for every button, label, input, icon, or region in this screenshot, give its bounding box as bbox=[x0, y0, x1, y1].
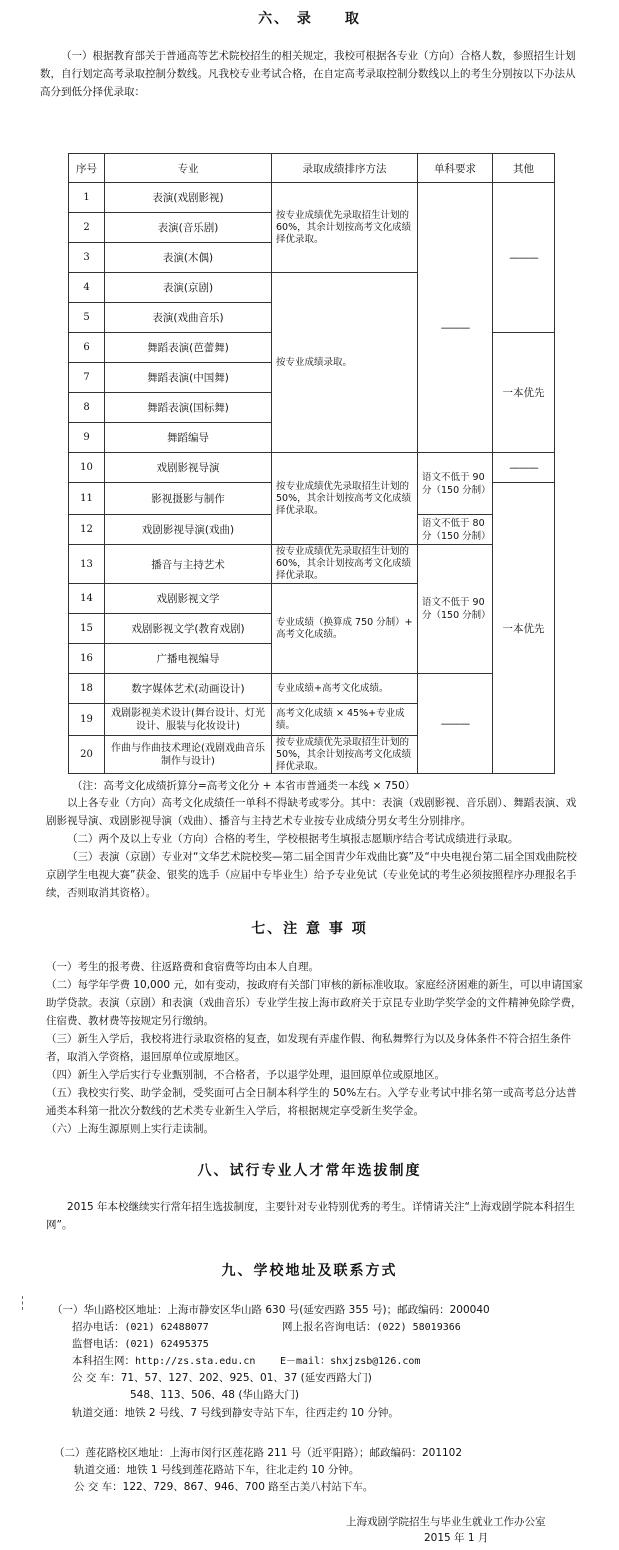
row-major: 戏剧影视美术设计(舞台设计、灯光设计、服装与化妆设计) bbox=[105, 704, 272, 736]
row-no: 8 bbox=[69, 393, 105, 423]
margin-marker bbox=[22, 1296, 24, 1310]
header-other: 其他 bbox=[493, 154, 555, 183]
notice-item: （四）新生入学后实行专业甄别制，不合格者，予以退学处理，退回原单位或原地区。 bbox=[46, 1069, 445, 1081]
online-phone bbox=[282, 1319, 461, 1336]
row-no: 20 bbox=[69, 736, 105, 774]
row-major: 作曲与作曲技术理论(戏剧戏曲音乐制作与设计) bbox=[105, 736, 272, 774]
email-link[interactable]: shxjzsb@126.com bbox=[330, 1356, 421, 1367]
other-cell: 一本优先 bbox=[493, 483, 555, 774]
document-date: 2015 年 1 月 bbox=[424, 1532, 489, 1544]
section-6-title: 六、 录 取 bbox=[258, 11, 361, 27]
row-major: 戏剧影视导演(戏曲) bbox=[105, 515, 272, 545]
requirement-cell: 语文不低于 90 分（150 分制） bbox=[418, 453, 493, 515]
row-no: 12 bbox=[69, 515, 105, 545]
table-row bbox=[69, 183, 555, 213]
row-no: 13 bbox=[69, 545, 105, 584]
row-no: 7 bbox=[69, 363, 105, 393]
notice-item: （三）新生入学后，我校将进行录取资格的复查，如发现有弄虚作假、徇私舞弊行为以及身体条件不符合招生条件者，取消入学资格，退回原单位或原地区。 bbox=[46, 1033, 571, 1063]
row-no: 9 bbox=[69, 423, 105, 453]
table-row bbox=[69, 453, 555, 483]
row-no: 10 bbox=[69, 453, 105, 483]
method-cell: 专业成绩+高考文化成绩。 bbox=[272, 674, 418, 704]
row-major: 表演(音乐剧) bbox=[105, 213, 272, 243]
gender-ranking-paragraph: 以上各专业（方向）高考文化成绩任一单科不得缺考或零分。其中：表演（戏剧影视、音乐剧）、舞蹈表演、戏剧影视导演、戏剧影视导演（戏曲）、播音与主持艺术专业按专业成绩分男女考生分别排序。 bbox=[46, 797, 577, 827]
table-header-row bbox=[69, 154, 555, 183]
row-no: 11 bbox=[69, 483, 105, 515]
other-cell: ——— bbox=[493, 183, 555, 333]
table-row bbox=[69, 545, 555, 584]
row-no: 3 bbox=[69, 243, 105, 273]
row-major: 舞蹈表演(中国舞) bbox=[105, 363, 272, 393]
online-phone-value: (022) 58019366 bbox=[376, 1322, 461, 1333]
requirement-cell: 语文不低于 80 分（150 分制） bbox=[418, 515, 493, 545]
row-major: 播音与主持艺术 bbox=[105, 545, 272, 584]
admissions-phone-value: (021) 62488077 bbox=[124, 1322, 209, 1333]
section-8-body: 2015 年本校继续实行常年招生选拔制度，主要针对专业特别优秀的考生。详情请关注“上海戏剧学院本科招生网”。 bbox=[46, 1201, 575, 1231]
method-cell: 高考文化成绩 × 45%+专业成绩。 bbox=[272, 704, 418, 736]
row-major: 表演(戏曲音乐) bbox=[105, 303, 272, 333]
row-major: 表演(京剧) bbox=[105, 273, 272, 303]
notice-list bbox=[46, 958, 586, 1138]
supervision-phone bbox=[72, 1336, 209, 1353]
conversion-note: （注：高考文化成绩折算分=高考文化分 + 本省市普通类一本线 × 750） bbox=[72, 780, 416, 792]
row-no: 6 bbox=[69, 333, 105, 363]
row-major: 戏剧影视文学(教育戏剧) bbox=[105, 614, 272, 644]
website-link[interactable]: http://zs.sta.edu.cn bbox=[135, 1356, 256, 1367]
requirement-cell: ——— bbox=[418, 674, 493, 774]
email-line bbox=[280, 1353, 420, 1370]
bus-routes-1: 71、57、127、202、925、01、37 (延安西路大门) bbox=[120, 1372, 372, 1384]
campus-1-metro: 轨道交通：地铁 2 号线、7 号线到静安寺站下车，往西走约 10 分钟。 bbox=[72, 1407, 399, 1419]
row-major: 舞蹈表演(国标舞) bbox=[105, 393, 272, 423]
notice-item: （五）我校实行奖、助学金制，受奖面可占全日制本科学生的 50%左右。入学专业考试中排名第一或高考总分达普通类本科第一批次分数线的艺术类专业新生入学后，将根据规定享受新生奖学金。 bbox=[46, 1087, 577, 1117]
row-no: 5 bbox=[69, 303, 105, 333]
other-cell: 一本优先 bbox=[493, 333, 555, 453]
admissions-phone bbox=[72, 1319, 209, 1336]
admission-table bbox=[68, 153, 555, 774]
row-major: 舞蹈表演(芭蕾舞) bbox=[105, 333, 272, 363]
method-cell: 按专业成绩优先录取招生计划的 60%，其余计划按高考文化成绩择优录取。 bbox=[272, 545, 418, 584]
row-no: 1 bbox=[69, 183, 105, 213]
section-9-title: 九、学校地址及联系方式 bbox=[221, 1263, 398, 1279]
email-label: E－mail： bbox=[280, 1356, 331, 1367]
website-line bbox=[72, 1353, 255, 1370]
section-7-title: 七、注 意 事 项 bbox=[251, 921, 368, 937]
row-no: 18 bbox=[69, 674, 105, 704]
signature: 上海戏剧学院招生与毕业生就业工作办公室 bbox=[346, 1516, 546, 1528]
row-major: 表演(木偶) bbox=[105, 243, 272, 273]
row-no: 14 bbox=[69, 584, 105, 614]
row-major: 戏剧影视导演 bbox=[105, 453, 272, 483]
row-major: 表演(戏剧影视) bbox=[105, 183, 272, 213]
section-6-clause-2: （二）两个及以上专业（方向）合格的考生，学校根据考生填报志愿顺序结合考试成绩进行录取。 bbox=[67, 833, 519, 845]
row-major: 舞蹈编导 bbox=[105, 423, 272, 453]
row-no: 2 bbox=[69, 213, 105, 243]
supervision-phone-value: (021) 62495375 bbox=[124, 1339, 209, 1350]
requirement-cell: ——— bbox=[418, 183, 493, 453]
method-cell: 按专业成绩优先录取招生计划的 50%，其余计划按高考文化成绩择优录取。 bbox=[272, 453, 418, 545]
table-row bbox=[69, 674, 555, 704]
supervision-phone-label: 监督电话： bbox=[72, 1338, 125, 1350]
bus-routes-2: 548、113、506、48 (华山路大门) bbox=[130, 1389, 300, 1401]
method-cell: 按专业成绩优先录取招生计划的 60%，其余计划按高考文化成绩择优录取。 bbox=[272, 183, 418, 273]
section-8-title: 八、试行专业人才常年选拔制度 bbox=[197, 1163, 422, 1179]
other-cell: ——— bbox=[493, 453, 555, 483]
row-major: 数字媒体艺术(动画设计) bbox=[105, 674, 272, 704]
website-label: 本科招生网： bbox=[72, 1355, 135, 1367]
notice-item: （二）每学年学费 10,000 元，如有变动，按政府有关部门审核的新标准收取。家庭经济困难的新生，可以申请国家助学贷款。表演（京剧）和表演（戏曲音乐）专业学生按上海市政府关于京昆专业助学奖学金的文件精神免除学费，住宿费、教材费等按规定另行缴纳。 bbox=[46, 979, 583, 1027]
notice-item: （六）上海生源原则上实行走读制。 bbox=[46, 1123, 214, 1135]
method-cell: 按专业成绩优先录取招生计划的 50%，其余计划按高考文化成绩择优录取。 bbox=[272, 736, 418, 774]
campus-1-address: （一）华山路校区地址：上海市静安区华山路 630 号(延安西路 355 号)；邮政编码：200040 bbox=[52, 1304, 490, 1316]
online-phone-label: 网上报名咨询电话： bbox=[282, 1321, 377, 1333]
campus-2-address: （二）莲花路校区地址：上海市闵行区莲花路 211 号（近平阳路）；邮政编码：201102 bbox=[54, 1447, 463, 1459]
header-method: 录取成绩排序方法 bbox=[272, 154, 418, 183]
section-6-intro: （一）根据教育部关于普通高等艺术院校招生的相关规定，我校可根据各专业（方向）合格人数，参照招生计划数，自行划定高考录取控制分数线。凡我校专业考试合格，在自定高考录取控制分数线以上的考生分别按以下办法从高分到低分择优录取： bbox=[40, 50, 576, 98]
row-no: 4 bbox=[69, 273, 105, 303]
notice-item: （一）考生的报考费、往返路费和食宿费等均由本人自理。 bbox=[46, 961, 319, 973]
row-no: 19 bbox=[69, 704, 105, 736]
row-no: 16 bbox=[69, 644, 105, 674]
row-major: 影视摄影与制作 bbox=[105, 483, 272, 515]
section-6-clause-3: （三）表演（京剧）专业对“文华艺术院校奖—第二届全国青少年戏曲比赛”及“中央电视台第二届全国戏曲院校京剧学生电视大赛”获金、银奖的选手（应届中专毕业生）给予专业免试（专业免试的考生必须按照程序办理报名手续，否则取消其资格）。 bbox=[46, 851, 577, 899]
header-major: 专业 bbox=[105, 154, 272, 183]
row-major: 戏剧影视文学 bbox=[105, 584, 272, 614]
header-requirement: 单科要求 bbox=[418, 154, 493, 183]
method-cell: 按专业成绩录取。 bbox=[272, 273, 418, 453]
header-no: 序号 bbox=[69, 154, 105, 183]
admissions-phone-label: 招办电话： bbox=[72, 1321, 125, 1333]
row-no: 15 bbox=[69, 614, 105, 644]
requirement-cell: 语文不低于 90 分（150 分制） bbox=[418, 545, 493, 674]
bus-line bbox=[72, 1370, 372, 1386]
campus-2-metro: 轨道交通：地铁 1 号线到莲花路站下车，往北走约 10 分钟。 bbox=[74, 1464, 360, 1476]
bus-label: 公 交 车： bbox=[72, 1372, 121, 1384]
campus-2-bus: 公 交 车：122、729、867、946、700 路至古美八村站下车。 bbox=[74, 1481, 374, 1493]
row-major: 广播电视编导 bbox=[105, 644, 272, 674]
method-cell: 专业成绩（换算成 750 分制）+ 高考文化成绩。 bbox=[272, 584, 418, 674]
